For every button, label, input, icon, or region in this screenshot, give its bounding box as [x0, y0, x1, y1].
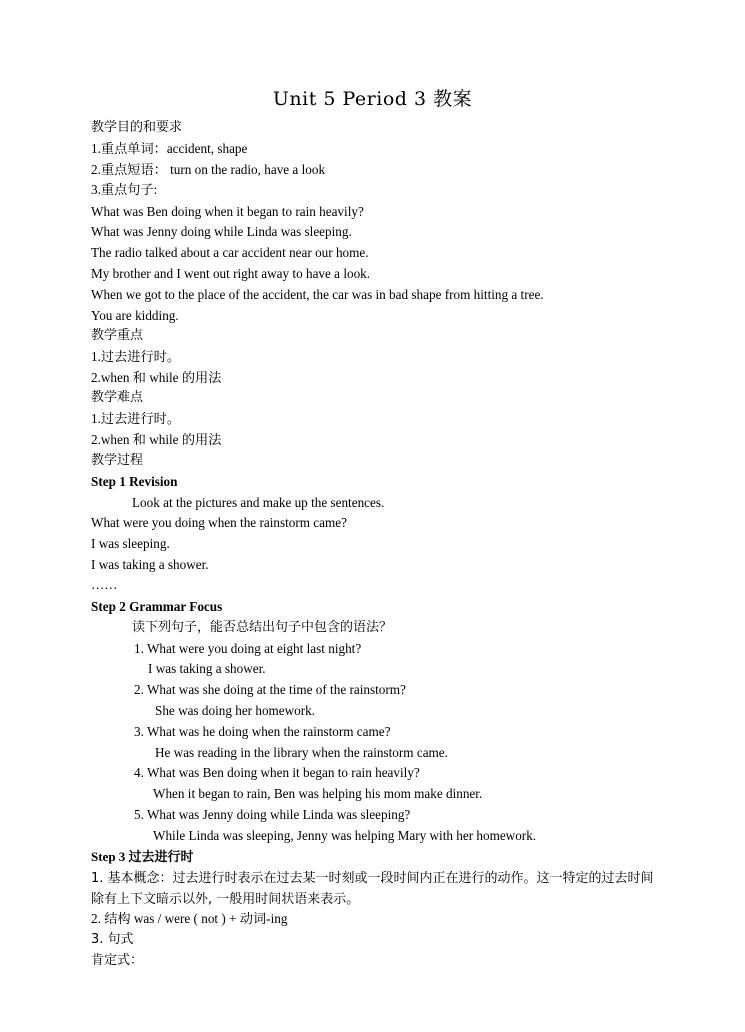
- step1-line: I was sleeping.: [91, 536, 170, 551]
- grammar-answer: When it began to rain, Ben was helping his mom make dinner.: [153, 786, 483, 801]
- step1-line: I was taking a shower.: [91, 557, 209, 572]
- grammar-answer: She was doing her homework.: [155, 703, 316, 718]
- step3-pattern: 3. 句式: [91, 932, 134, 947]
- key-sentence: You are kidding.: [91, 308, 179, 323]
- step1-instruction: Look at the pictures and make up the sentences.: [132, 495, 385, 510]
- step3-affirmative: 肯定式：: [91, 953, 144, 968]
- key-words-line: 1.重点单词：accident, shape: [91, 141, 248, 156]
- page-title: Unit 5 Period 3 教案: [272, 88, 473, 110]
- grammar-answer: While Linda was sleeping, Jenny was helping Mary with her homework.: [153, 828, 537, 843]
- process-heading: 教学过程: [91, 453, 144, 468]
- step3-heading: Step 3 过去进行时: [91, 849, 194, 864]
- key-sentence: What was Jenny doing while Linda was sleeping.: [91, 224, 352, 239]
- grammar-question: 3. What was he doing when the rainstorm came?: [134, 724, 391, 739]
- step2-heading: Step 2 Grammar Focus: [91, 599, 223, 614]
- grammar-question: 1. What were you doing at eight last night?: [134, 641, 362, 656]
- key-sentence: What was Ben doing when it began to rain heavily?: [91, 204, 364, 219]
- key-point-item: 1.过去进行时。: [91, 349, 181, 364]
- step2-instruction: 读下列句子，能否总结出句子中包含的语法？: [132, 620, 393, 635]
- step3-concept: 1. 基本概念：过去进行时表示在过去某一时刻或一段时间内正在进行的动作。这一特定的过去时间除有上下文暗示以外, 一般用时间状语来表示。: [91, 871, 654, 907]
- step1-ellipsis: ……: [91, 577, 118, 592]
- key-sentence: When we got to the place of the accident, the car was in bad shape from hitting a tree.: [91, 287, 544, 302]
- step1-heading: Step 1 Revision: [91, 474, 178, 489]
- grammar-answer: He was reading in the library when the rainstorm came.: [155, 745, 448, 760]
- grammar-answer: I was taking a shower.: [148, 661, 266, 676]
- grammar-question: 2. What was she doing at the time of the rainstorm?: [134, 682, 406, 697]
- key-sentence: The radio talked about a car accident near our home.: [91, 245, 369, 260]
- key-sentences-heading: 3.重点句子:: [91, 182, 158, 197]
- difficult-point-item: 1.过去进行时。: [91, 411, 181, 426]
- goals-heading: 教学目的和要求: [91, 120, 183, 135]
- key-phrases-line: 2.重点短语： turn on the radio, have a look: [91, 162, 326, 177]
- difficult-point-item: 2.when 和 while 的用法: [91, 432, 222, 447]
- key-sentence: My brother and I went out right away to have a look.: [91, 266, 371, 281]
- key-point-item: 2.when 和 while 的用法: [91, 370, 222, 385]
- difficult-points-heading: 教学难点: [91, 390, 144, 405]
- key-points-heading: 教学重点: [91, 328, 144, 343]
- step1-line: What were you doing when the rainstorm came?: [91, 515, 347, 530]
- step3-structure: 2. 结构 was / were ( not ) + 动词-ing: [91, 911, 288, 926]
- grammar-question: 5. What was Jenny doing while Linda was sleeping?: [134, 807, 411, 822]
- grammar-question: 4. What was Ben doing when it began to rain heavily?: [134, 765, 420, 780]
